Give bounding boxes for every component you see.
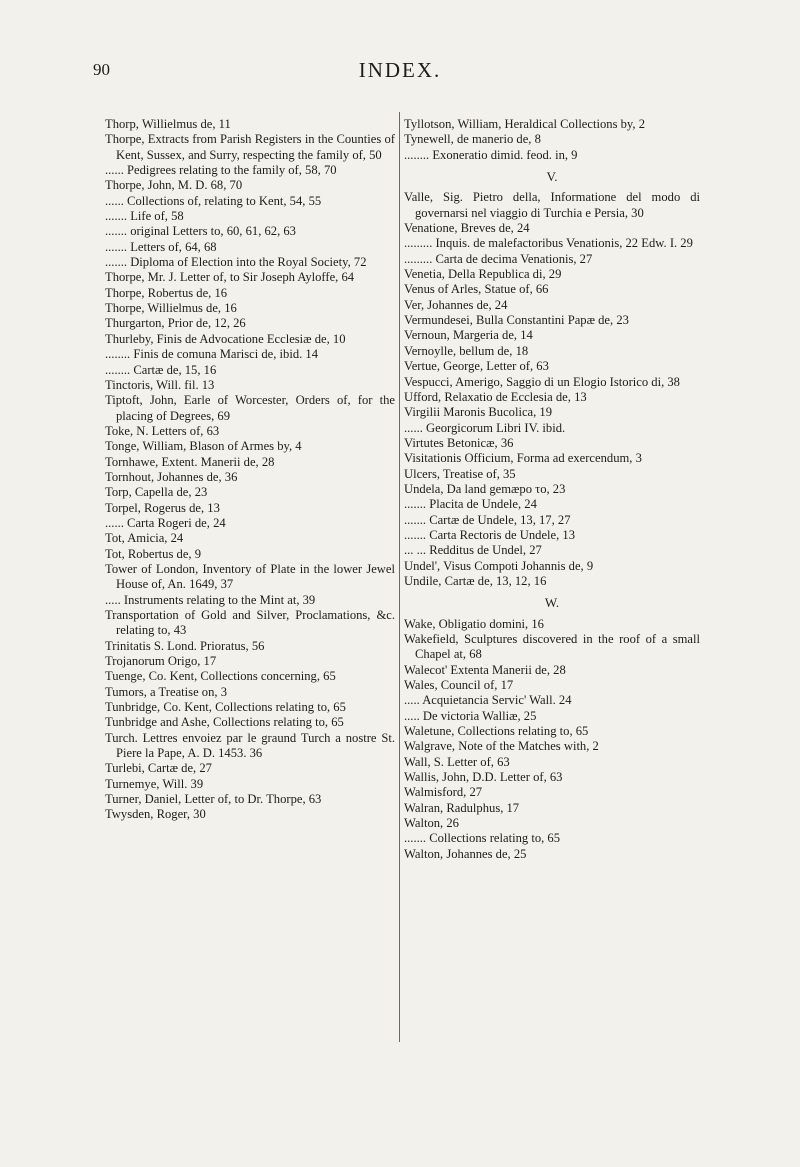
- index-entry: Venatione, Breves de, 24: [404, 221, 530, 236]
- index-entry: Tonge, William, Blason of Armes by, 4: [105, 439, 302, 454]
- index-entry: ... ... Redditus de Undel, 27: [404, 543, 542, 558]
- index-entry: Tunbridge and Ashe, Collections relating to, 65: [105, 715, 344, 730]
- index-entry: Thorpe, Robertus de, 16: [105, 285, 228, 300]
- index-entry: Valle, Sig. Pietro della, Informatione del modo di governarsi nel viaggio di Turchia e Persia, 30: [404, 190, 700, 220]
- page-number: 90: [93, 60, 110, 79]
- index-entry: Walton, Johannes de, 25: [404, 846, 527, 861]
- index-entry: ..... Acquietancia Servic' Wall. 24: [404, 693, 572, 708]
- index-entry: Tinctoris, Will. fil. 13: [105, 377, 215, 392]
- index-entry: ..... Instruments relating to the Mint at, 39: [105, 592, 316, 607]
- index-entry: Visitationis Officium, Forma ad exercendum, 3: [404, 451, 642, 466]
- index-entry: Undel', Visus Compoti Johannis de, 9: [404, 558, 594, 573]
- index-entry: Trinitatis S. Lond. Prioratus, 56: [105, 638, 265, 653]
- page-header: [0, 58, 800, 82]
- index-entry: Walran, Radulphus, 17: [404, 800, 520, 815]
- index-entry: Tynewell, de manerio de, 8: [404, 132, 541, 147]
- index-entry: Torpel, Rogerus de, 13: [105, 500, 220, 515]
- index-entry: Walgrave, Note of the Matches with, 2: [404, 739, 599, 754]
- index-entry: Venus of Arles, Statue of, 66: [404, 282, 549, 297]
- section-letter: W.: [544, 595, 560, 611]
- index-entry: ......... Carta de decima Venationis, 27: [404, 251, 593, 266]
- index-entry: Thorpe, John, M. D. 68, 70: [105, 178, 243, 193]
- index-entry: Thorpe, Extracts from Parish Registers in the Counties of Kent, Sussex, and Surry, respecting the family of, 50: [105, 132, 395, 162]
- index-entry: ....... Diploma of Election into the Royal Society, 72: [105, 255, 367, 270]
- index-entry: Waletune, Collections relating to, 65: [404, 724, 589, 739]
- page-title: INDEX.: [358, 58, 442, 82]
- index-entry: Tot, Amicia, 24: [105, 531, 184, 546]
- index-entry: Walton, 26: [404, 816, 459, 831]
- index-entry: ........ Exoneratio dimid. feod. in, 9: [404, 147, 578, 162]
- index-entry: Tiptoft, John, Earle of Worcester, Orders of, for the placing of Degrees, 69: [105, 393, 395, 423]
- index-entry: Trojanorum Origo, 17: [105, 654, 217, 669]
- index-entry: Virgilii Maronis Bucolica, 19: [404, 405, 553, 420]
- index-entry: Wakefield, Sculptures discovered in the roof of a small Chapel at, 68: [404, 632, 700, 662]
- index-entry: ....... Life of, 58: [105, 209, 184, 224]
- index-entry: Tumors, a Treatise on, 3: [105, 684, 227, 699]
- index-entry: Toke, N. Letters of, 63: [105, 423, 220, 438]
- index-entry: Wallis, John, D.D. Letter of, 63: [404, 770, 563, 785]
- index-entry: Walmisford, 27: [404, 785, 483, 800]
- index-entry: Tot, Robertus de, 9: [105, 546, 202, 561]
- index-entry: ........ Finis de comuna Marisci de, ibid. 14: [105, 347, 319, 362]
- index-entry: Undela, Da land gemæpo τo, 23: [404, 481, 566, 496]
- index-entry: ...... Pedigrees relating to the family of, 58, 70: [105, 163, 337, 178]
- index-entry: ....... Placita de Undele, 24: [404, 497, 537, 512]
- index-entry: Tyllotson, William, Heraldical Collections by, 2: [404, 117, 646, 131]
- index-entry: Turnemye, Will. 39: [105, 776, 204, 791]
- index-entry: ...... Carta Rogeri de, 24: [105, 515, 226, 530]
- index-entry: ....... Cartæ de Undele, 13, 17, 27: [404, 512, 571, 527]
- index-entry: Tornhout, Johannes de, 36: [105, 469, 238, 484]
- index-column-right: [404, 117, 700, 862]
- index-entry: Turlebi, Cartæ de, 27: [105, 761, 212, 776]
- index-entry: Turner, Daniel, Letter of, to Dr. Thorpe, 63: [105, 792, 322, 807]
- index-entry: Tornhawe, Extent. Manerii de, 28: [105, 454, 275, 469]
- index-entry: ....... Letters of, 64, 68: [105, 239, 217, 254]
- index-entry: Venetia, Della Republica di, 29: [404, 267, 562, 282]
- index-entry: Wales, Council of, 17: [404, 678, 514, 693]
- index-entry: Ulcers, Treatise of, 35: [404, 466, 516, 481]
- index-entry: Ufford, Relaxatio de Ecclesia de, 13: [404, 389, 587, 404]
- index-entry: ....... original Letters to, 60, 61, 62, 63: [105, 224, 296, 239]
- index-entry: Torp, Capella de, 23: [105, 485, 208, 500]
- index-entry: Thurleby, Finis de Advocatione Ecclesiæ de, 10: [105, 331, 346, 346]
- index-entry: Wake, Obligatio domini, 16: [404, 616, 544, 631]
- index-entry: Wall, S. Letter of, 63: [404, 754, 510, 769]
- index-entry: Vermundesei, Bulla Constantini Papæ de, 23: [404, 313, 629, 328]
- index-entry: ....... Collections relating to, 65: [404, 831, 561, 846]
- index-entry: Thorp, Willielmus de, 11: [105, 117, 231, 131]
- index-entry: ....... Carta Rectoris de Undele, 13: [404, 527, 576, 542]
- index-entry: Walecot' Extenta Manerii de, 28: [404, 662, 566, 677]
- index-entry: Vernoylle, bellum de, 18: [404, 343, 529, 358]
- index-entry: Vespucci, Amerigo, Saggio di un Elogio Istorico di, 38: [404, 374, 680, 389]
- index-entry: Undile, Cartæ de, 13, 12, 16: [404, 573, 547, 588]
- index-entry: ...... Georgicorum Libri IV. ibid.: [404, 420, 566, 435]
- column-divider: [399, 112, 400, 1042]
- index-entry: Transportation of Gold and Silver, Proclamations, &c. relating to, 43: [105, 608, 395, 638]
- index-entry: Thorpe, Willielmus de, 16: [105, 301, 237, 316]
- index-entry: Twysden, Roger, 30: [105, 807, 206, 822]
- index-entry: Vernoun, Margeria de, 14: [404, 328, 533, 343]
- index-entry: Turch. Lettres envoiez par le graund Turch a nostre St. Piere la Pape, A. D. 1453. 36: [105, 730, 395, 761]
- index-entry: Thorpe, Mr. J. Letter of, to Sir Joseph Ayloffe, 64: [105, 270, 355, 285]
- index-entry: ..... De victoria Walliæ, 25: [404, 708, 537, 723]
- index-entry: ........ Cartæ de, 15, 16: [105, 362, 217, 377]
- index-entry: ......... Inquis. de malefactoribus Venationis, 22 Edw. I. 29: [404, 236, 693, 251]
- section-letter: V.: [546, 169, 558, 185]
- index-entry: Tuenge, Co. Kent, Collections concerning, 65: [105, 669, 336, 684]
- index-entry: Virtutes Betonicæ, 36: [404, 435, 514, 450]
- index-column-left: [105, 117, 395, 823]
- index-entry: Tunbridge, Co. Kent, Collections relating to, 65: [105, 700, 346, 715]
- index-entry: Ver, Johannes de, 24: [404, 297, 508, 312]
- index-entry: Thurgarton, Prior de, 12, 26: [105, 316, 246, 331]
- index-entry: Tower of London, Inventory of Plate in the lower Jewel House of, An. 1649, 37: [105, 561, 395, 592]
- index-entry: Vertue, George, Letter of, 63: [404, 359, 549, 374]
- index-entry: ...... Collections of, relating to Kent, 54, 55: [105, 193, 322, 208]
